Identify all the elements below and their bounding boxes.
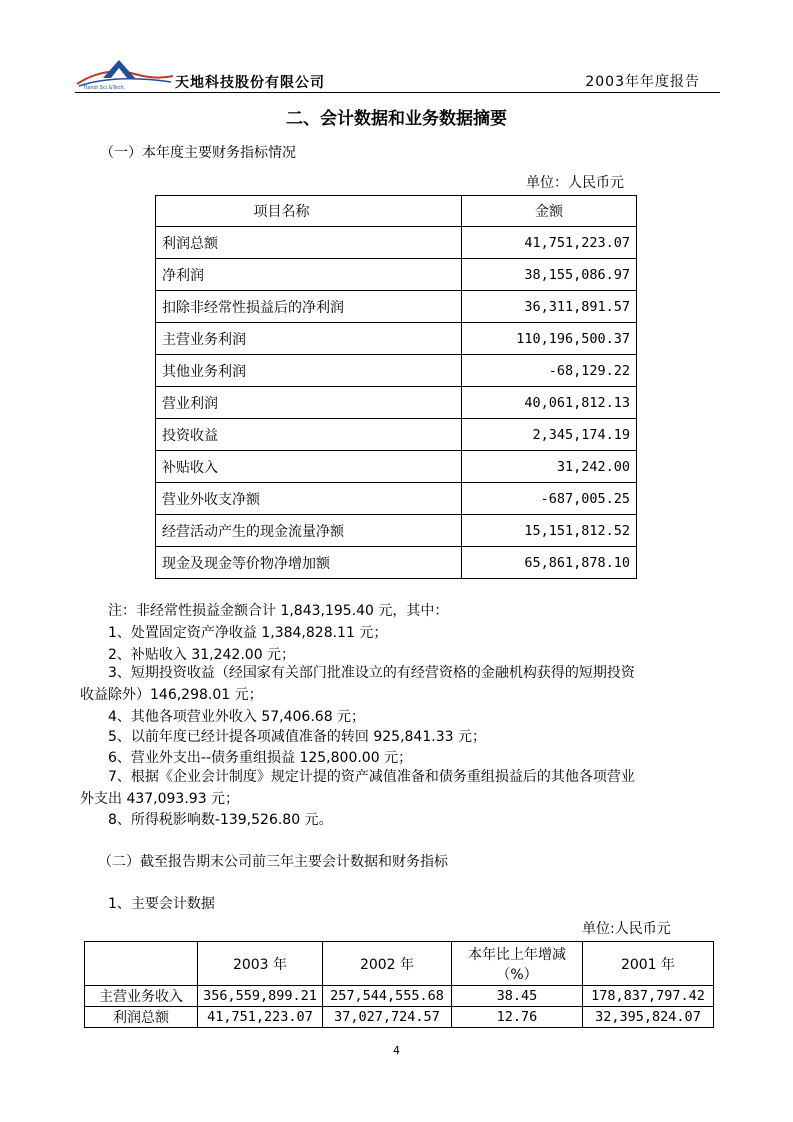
row-amount: 36,311,891.57 (462, 291, 637, 323)
row-label: 利润总额 (85, 1007, 198, 1028)
row-amount: -68,129.22 (462, 355, 637, 387)
page-number: 4 (393, 1044, 400, 1057)
table-row (156, 291, 637, 323)
financial-indicators-table (155, 195, 637, 579)
part2-subheading: 1、主要会计数据 (108, 896, 215, 912)
header-change-line2: （%） (496, 966, 538, 983)
row-label: 投资收益 (156, 419, 462, 451)
header-blank (85, 942, 198, 986)
table-row (156, 451, 637, 483)
note-item-5: 5、以前年度已经计提各项减值准备的转回 925,841.33 元； (108, 729, 486, 745)
note-item-3: 3、短期投资收益（经国家有关部门批准设立的有经营资格的金融机构获得的短期投资 (108, 665, 635, 681)
cell-2001: 32,395,824.07 (583, 1007, 714, 1028)
note-item-8: 8、所得税影响数-139,526.80 元。 (108, 812, 333, 828)
header-divider (75, 92, 720, 93)
table-row (156, 259, 637, 291)
table-row (156, 355, 637, 387)
cell-2001: 178,837,797.42 (583, 986, 714, 1007)
table-row (156, 483, 637, 515)
company-name: 天地科技股份有限公司 (175, 75, 325, 91)
row-amount: 65,861,878.10 (462, 547, 637, 579)
report-title: 2003年年度报告 (585, 74, 700, 90)
row-label: 利润总额 (156, 227, 462, 259)
row-label: 现金及现金等价物净增加额 (156, 547, 462, 579)
header-2001: 2001 年 (583, 942, 714, 986)
cell-change: 12.76 (452, 1007, 583, 1028)
table-row (156, 547, 637, 579)
header-change-line1: 本年比上年增减 (468, 946, 566, 963)
part1-unit: 单位：人民币元 (526, 175, 624, 191)
row-label: 扣除非经常性损益后的净利润 (156, 291, 462, 323)
table-row (85, 1007, 714, 1028)
cell-2002: 37,027,724.57 (323, 1007, 452, 1028)
row-amount: -687,005.25 (462, 483, 637, 515)
row-label: 主营业务收入 (85, 986, 198, 1007)
table-header-row (85, 942, 714, 986)
header-amount: 金额 (462, 196, 637, 227)
accounting-data-table (84, 941, 714, 1028)
row-amount: 2,345,174.19 (462, 419, 637, 451)
company-logo (75, 56, 175, 90)
row-amount: 38,155,086.97 (462, 259, 637, 291)
section-title: 二、会计数据和业务数据摘要 (286, 109, 507, 129)
row-amount: 41,751,223.07 (462, 227, 637, 259)
row-amount: 15,151,812.52 (462, 515, 637, 547)
header-2003: 2003 年 (198, 942, 323, 986)
row-label: 营业利润 (156, 387, 462, 419)
table-row (156, 323, 637, 355)
note-item-3-cont: 收益除外）146,298.01 元； (80, 687, 263, 703)
table-header-row (156, 196, 637, 227)
header-change-pct (452, 942, 583, 986)
row-amount: 31,242.00 (462, 451, 637, 483)
table-row (85, 986, 714, 1007)
note-item-2: 2、补贴收入 31,242.00 元； (108, 647, 296, 663)
cell-2003: 41,751,223.07 (198, 1007, 323, 1028)
row-amount: 110,196,500.37 (462, 323, 637, 355)
page-header (75, 54, 720, 92)
logo-text: Tiandi Sci.&Tech. (83, 85, 126, 90)
cell-2003: 356,559,899.21 (198, 986, 323, 1007)
cell-2002: 257,544,555.68 (323, 986, 452, 1007)
note-item-6: 6、营业外支出--债务重组损益 125,800.00 元； (108, 750, 413, 766)
note-summary: 注：非经常性损益金额合计 1,843,195.40 元，其中： (108, 603, 449, 619)
part2-heading: （二）截至报告期末公司前三年主要会计数据和财务指标 (98, 854, 448, 870)
table-row (156, 387, 637, 419)
row-label: 经营活动产生的现金流量净额 (156, 515, 462, 547)
note-item-1: 1、处置固定资产净收益 1,384,828.11 元； (108, 625, 388, 641)
row-label: 补贴收入 (156, 451, 462, 483)
header-2002: 2002 年 (323, 942, 452, 986)
row-label: 净利润 (156, 259, 462, 291)
note-item-4: 4、其他各项营业外收入 57,406.68 元； (108, 709, 366, 725)
part1-heading: （一）本年度主要财务指标情况 (100, 145, 296, 161)
cell-change: 38.45 (452, 986, 583, 1007)
row-label: 主营业务利润 (156, 323, 462, 355)
part2-unit: 单位:人民币元 (582, 921, 671, 937)
row-amount: 40,061,812.13 (462, 387, 637, 419)
table-row (156, 515, 637, 547)
row-label: 营业外收支净额 (156, 483, 462, 515)
note-item-7-cont: 外支出 437,093.93 元； (80, 791, 240, 807)
row-label: 其他业务利润 (156, 355, 462, 387)
note-item-7: 7、根据《企业会计制度》规定计提的资产减值准备和债务重组损益后的其他各项营业 (108, 769, 635, 785)
table-row (156, 419, 637, 451)
header-item-name: 项目名称 (156, 196, 462, 227)
table-row (156, 227, 637, 259)
